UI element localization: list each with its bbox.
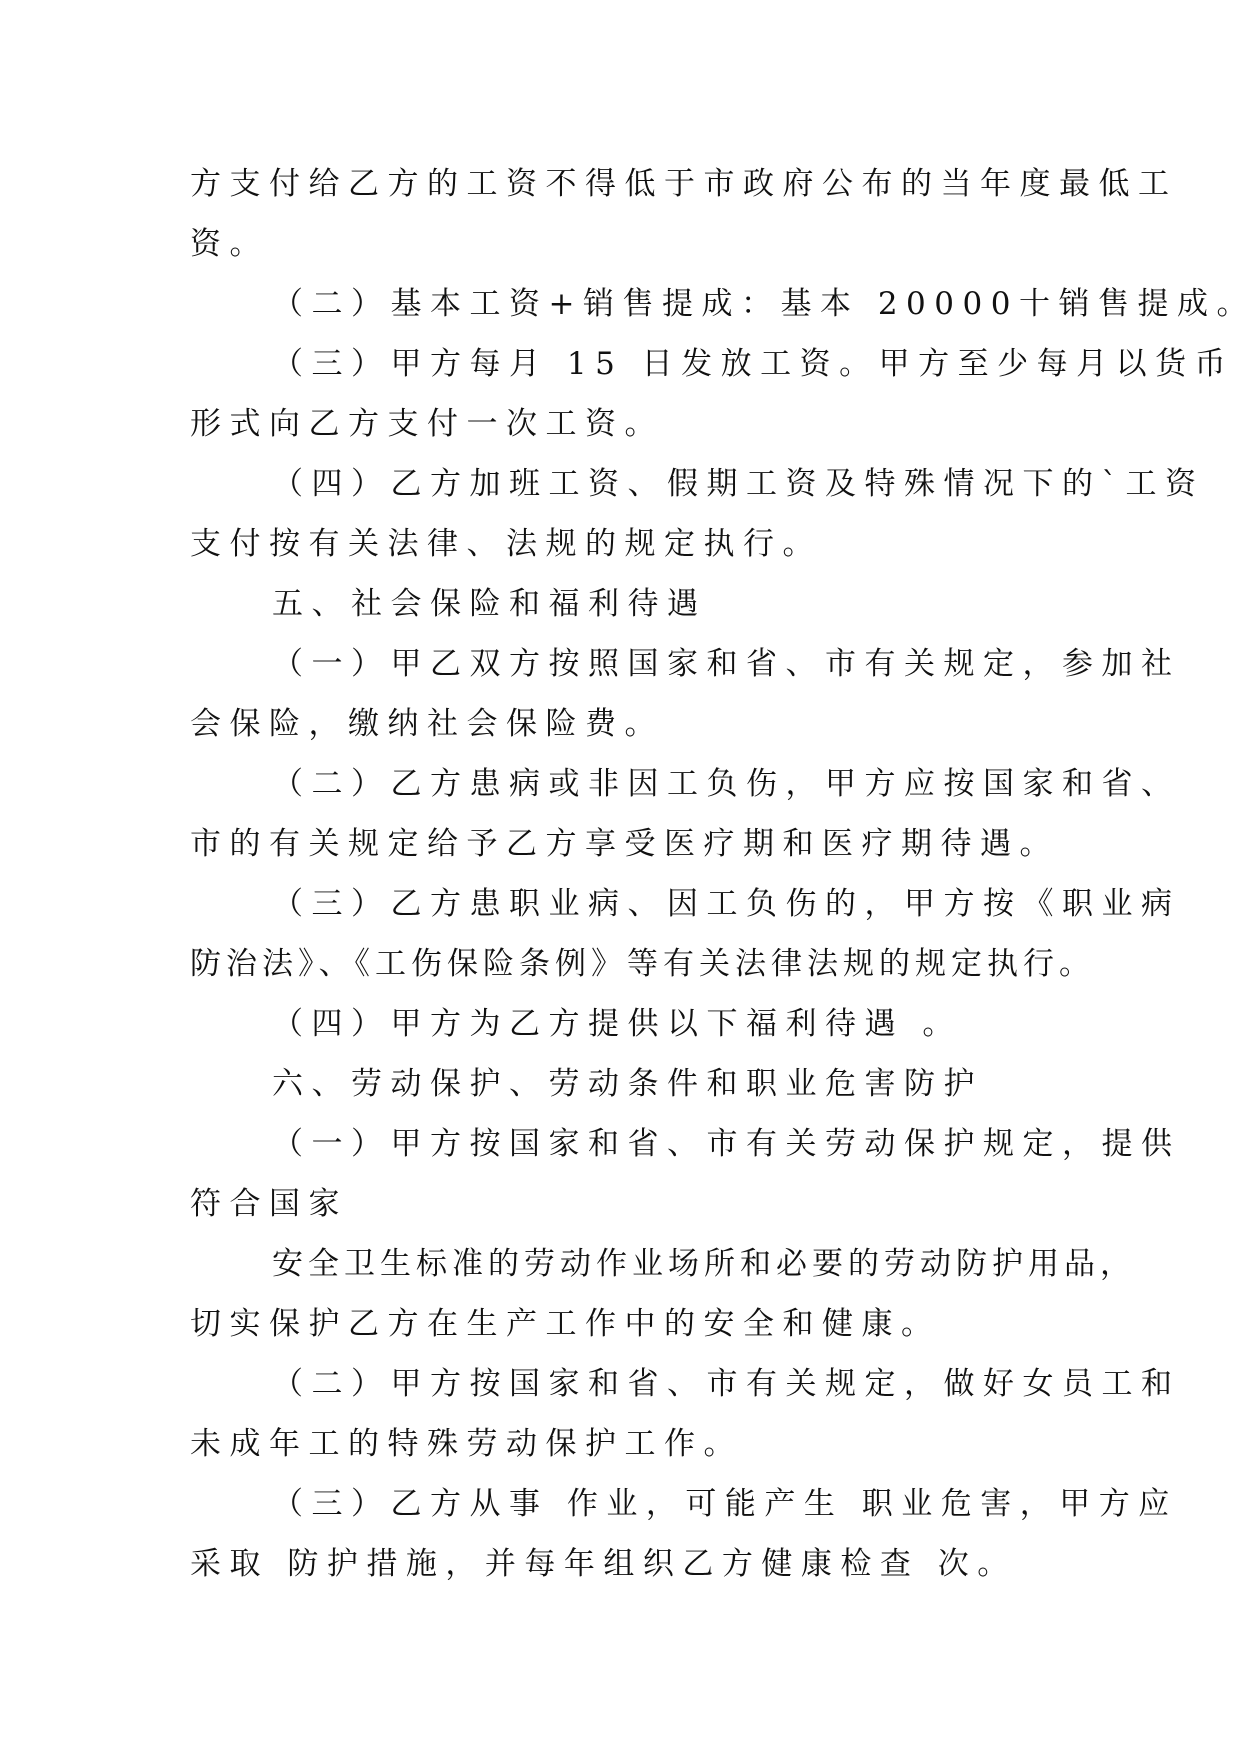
text-line: 切实保护乙方在生产工作中的安全和健康。 (190, 1306, 941, 1342)
text-line: （二）甲方按国家和省、市有关规定，做好女员工和 (272, 1366, 1181, 1402)
text-line: （三）乙方从事 作业，可能产生 职业危害，甲方应 (272, 1486, 1178, 1522)
text-line: （一）甲乙双方按照国家和省、市有关规定，参加社 (272, 646, 1181, 682)
text-line: 会保险，缴纳社会保险费。 (190, 706, 664, 742)
text-line: 符合国家 (190, 1186, 348, 1222)
text-line: 形式向乙方支付一次工资。 (190, 406, 664, 442)
text-line: （一）甲方按国家和省、市有关劳动保护规定，提供 (272, 1126, 1181, 1162)
text-line: （三）乙方患职业病、因工负伤的，甲方按《职业病 (272, 886, 1181, 922)
text-line: 安全卫生标准的劳动作业场所和必要的劳动防护用品， (272, 1246, 1136, 1282)
text-line: 采取 防护措施，并每年组织乙方健康检查 次。 (190, 1546, 1017, 1582)
text-line: 市的有关规定给予乙方享受医疗期和医疗期待遇。 (190, 826, 1059, 862)
section-heading: 六、劳动保护、劳动条件和职业危害防护 (272, 1066, 983, 1102)
section-heading: 五、社会保险和福利待遇 (272, 586, 707, 622)
text-line: 资。 (190, 226, 269, 262)
text-line: 未成年工的特殊劳动保护工作。 (190, 1426, 743, 1462)
text-line: （二）基本工资+销售提成：基本 20000十销售提成。 (272, 286, 1256, 322)
text-line: （二）乙方患病或非因工负伤，甲方应按国家和省、 (272, 766, 1181, 802)
text-line: （四）乙方加班工资、假期工资及特殊情况下的`工资 (272, 466, 1205, 502)
text-line: （四）甲方为乙方提供以下福利待遇 。 (272, 1006, 962, 1042)
text-line: （三）甲方每月 15 日发放工资。甲方至少每月以货币 (272, 346, 1235, 382)
text-line: 方支付给乙方的工资不得低于市政府公布的当年度最低工 (190, 166, 1178, 202)
text-line: 支付按有关法律、法规的规定执行。 (190, 526, 822, 562)
text-line: 防治法》、《工伤保险条例》等有关法律法规的规定执行。 (190, 946, 1095, 982)
